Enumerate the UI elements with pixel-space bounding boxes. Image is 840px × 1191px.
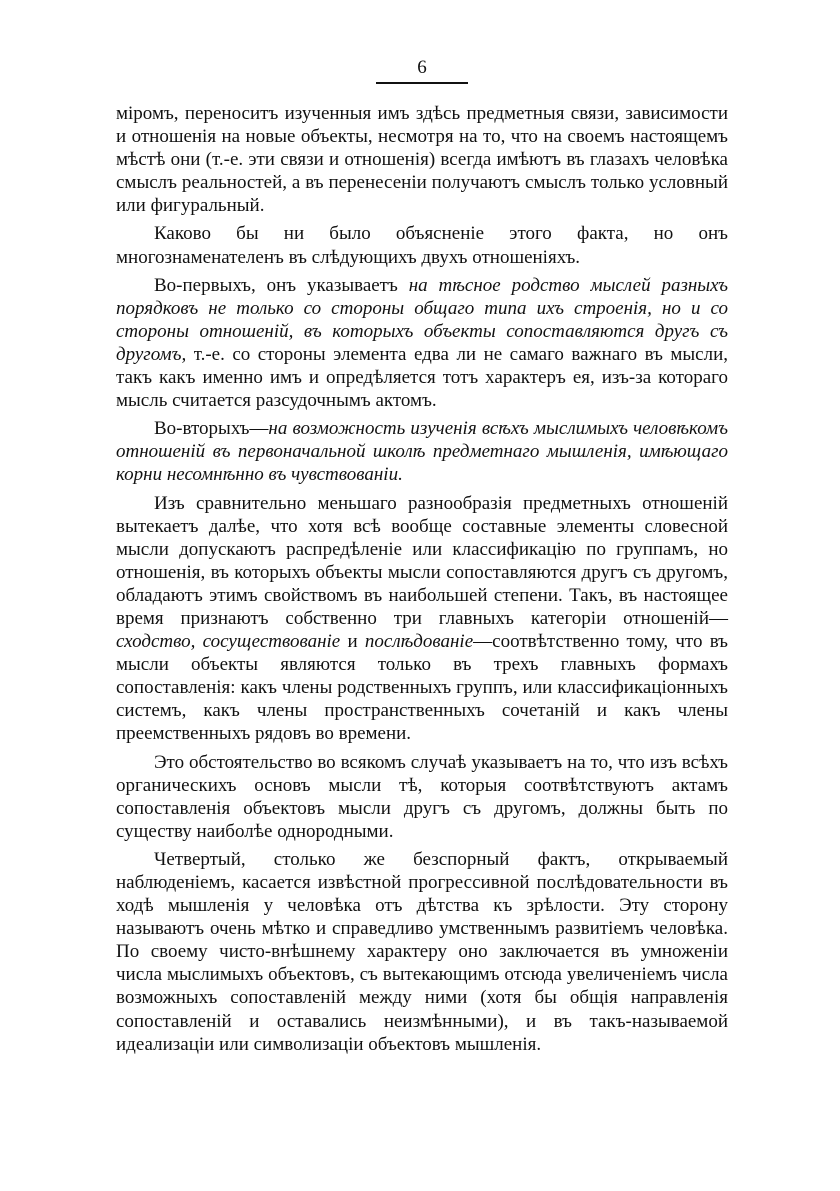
paragraph-text: т.-е. со стороны элемента едва ли не самаго важнаго въ мысли, такъ какъ именно имъ и опредѣляется тотъ характеръ ея, изъ-за котораго мысль считается разсудочнымъ актомъ.: [116, 343, 728, 412]
paragraph-4: [116, 417, 728, 486]
book-page: [116, 56, 728, 1061]
emphasized-text: сходство, сосуществованіе: [116, 631, 341, 653]
paragraph-text: Это обстоятельство во всякомъ случаѣ указываетъ на то, что изъ всѣхъ органическихъ основъ мысли тѣ, которыя соотвѣтствуютъ актамъ сопоставленія объектовъ мысли другъ съ другомъ, должны быть по существу наиболѣе однородными.: [116, 751, 728, 842]
emphasized-text: послѣдованіе: [364, 631, 474, 653]
emphasized-text: на тѣсное родство мыслей разныхъ порядковъ не только со стороны общаго типа ихъ строенія, но и со стороны отношеній, въ которыхъ объекты сопоставляются другъ съ другомъ,: [116, 274, 728, 365]
paragraph-text: Каково бы ни было объясненіе этого факта, но онъ многознаменателенъ въ слѣдующихъ двухъ отношеніяхъ.: [116, 223, 728, 268]
body-text: [116, 102, 728, 1056]
paragraph-text: міромъ, переноситъ изученныя имъ здѣсь предметныя связи, зависимости и отношенія на новые объекты, несмотря на то, что на своемъ настоящемъ мѣстѣ они (т.-е. эти связи и отношенія) всегда имѣютъ въ глазахъ человѣка смыслъ реальностей, а въ перенесеніи получаютъ смыслъ только условный или фигуральный.: [116, 103, 728, 217]
page-number: 6: [417, 57, 427, 78]
paragraph-7: [116, 848, 728, 1056]
paragraph-text: Во-вторыхъ—: [154, 418, 269, 440]
paragraph-text: —соотвѣтственно тому, что въ мысли объекты являются только въ трехъ главныхъ формахъ сопоставленія: какъ члены родственныхъ группъ, или классификаціонныхъ системъ, какъ члены пространственныхъ сочетаній и какъ члены преемственныхъ рядовъ во времени.: [116, 631, 729, 745]
paragraph-5: [116, 492, 728, 746]
paragraph-text: Изъ сравнительно меньшаго разнообразія предметныхъ отношеній вытекаетъ далѣе, что хотя всѣ вообще составные элементы словесной мысли допускаютъ распредѣленіе или классификацію по группамъ, но отношенія, въ которыхъ объекты мысли сопоставляются другъ съ другомъ, обладаютъ этимъ свойствомъ въ наибольшей степени. Такъ, въ настоящее время признаютъ собственно три главныхъ категоріи отношеній—: [116, 492, 728, 629]
paragraph-1: [116, 102, 728, 217]
paragraph-3: [116, 274, 728, 413]
paragraph-text: Четвертый, столько же безспорный фактъ, открываемый наблюденіемъ, касается извѣстной прогрессивной послѣдовательности въ ходѣ мышленія у человѣка отъ дѣтства къ зрѣлости. Эту сторону называютъ очень мѣтко и справедливо умственнымъ развитіемъ человѣка. По своему чисто-внѣшнему характеру оно заключается въ умноженіи числа мыслимыхъ объектовъ, съ вытекающимъ отсюда увеличеніемъ числа возможныхъ сопоставленій между ними (хотя бы общія направленія сопоставленій и оставались неизмѣнными), и въ такъ-называемой идеализаціи или символизаціи объектовъ мышленія.: [116, 848, 728, 1055]
emphasized-text: на возможность изученія всѣхъ мыслимыхъ человѣкомъ отношеній въ первоначальной школѣ предметнаго мышленія, имѣющаго корни несомнѣнно въ чувствованіи.: [116, 418, 728, 486]
page-number-rule: [376, 82, 468, 84]
paragraph-2: [116, 222, 728, 268]
paragraph-text: Во-первыхъ, онъ указываетъ: [154, 274, 409, 296]
paragraph-6: [116, 751, 728, 843]
paragraph-text: и: [340, 631, 365, 653]
